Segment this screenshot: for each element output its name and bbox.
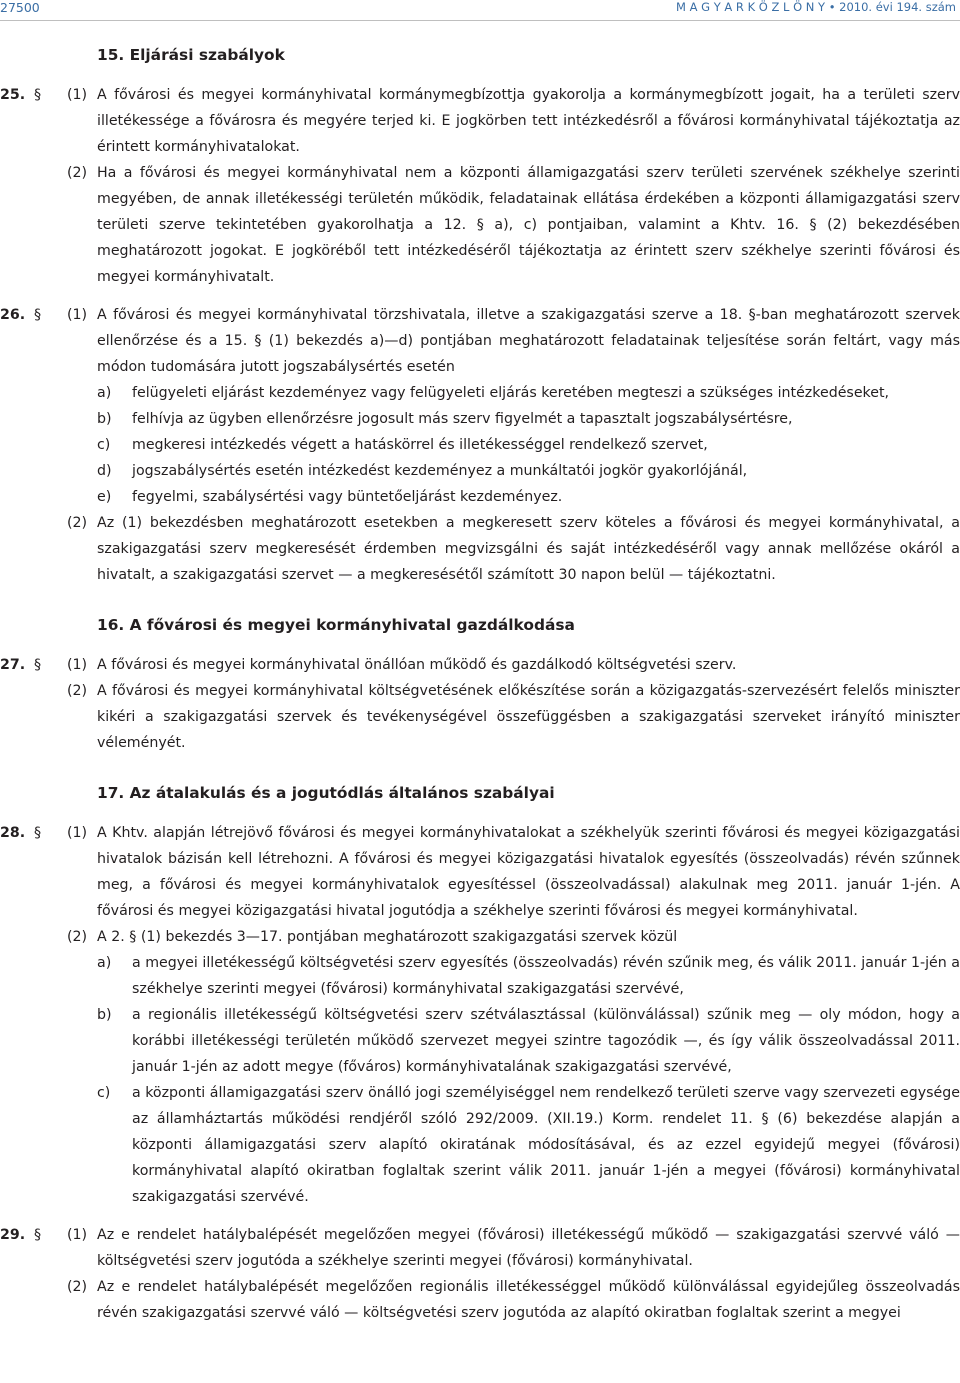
- subsection-number: (1): [67, 87, 88, 103]
- item-letter: c): [97, 1085, 111, 1101]
- paragraph-text: Az e rendelet hatálybalépését megelőzően megyei (fővárosi) illetékességű működő — szakigazgatási szervvé váló — költségvetési szerv jogutóda a székhelye szerinti megyei (fővárosi) kormányhivatal.: [97, 1227, 960, 1269]
- section-sign: §: [34, 87, 42, 103]
- section-number: 28.: [0, 825, 26, 841]
- section-sign: §: [34, 657, 42, 673]
- page-header: [0, 0, 960, 18]
- subsection-number: (2): [67, 165, 88, 181]
- section-sign: §: [34, 1227, 42, 1243]
- list-item: [0, 484, 960, 510]
- document-body: [0, 42, 960, 1326]
- paragraph: [0, 302, 960, 380]
- section-number: 25.: [0, 87, 26, 103]
- paragraph-text: Ha a fővárosi és megyei kormányhivatal nem a központi államigazgatási szerv területi szervének székhelye szerinti megyében, de annak illetékességi területén működik, feladatainak ellátása érdekében a központi államigazgatási szerv területi szerve tekintetében gyakorolhatja a 12. § a), c) pontjaiban, valamint a Khtv. 16. § (2) bekezdésében meghatározott jogokat. E jogköréből tett intézkedéséről tájékoztatja az érintett szerv székhelye szerinti fővárosi és megyei kormányhivatalt.: [97, 165, 960, 285]
- subsection-number: (2): [67, 515, 88, 531]
- paragraph: [0, 82, 960, 160]
- header-divider: [0, 20, 960, 21]
- list-item: [0, 1080, 960, 1210]
- section-sign: §: [34, 307, 42, 323]
- item-text: fegyelmi, szabálysértési vagy büntetőeljárást kezdeményez.: [132, 489, 563, 505]
- paragraph: [0, 924, 960, 950]
- list-item: [0, 406, 960, 432]
- section-number: 26.: [0, 307, 26, 323]
- item-text: megkeresi intézkedés végett a hatáskörrel és illetékességgel rendelkező szervet,: [132, 437, 708, 453]
- item-letter: c): [97, 437, 111, 453]
- item-letter: b): [97, 1007, 112, 1023]
- item-letter: d): [97, 463, 112, 479]
- paragraph-text: A 2. § (1) bekezdés 3—17. pontjában meghatározott szakigazgatási szervek közül: [97, 929, 678, 945]
- journal-title: M A G Y A R K Ö Z L Ö N Y • 2010. évi 194. szám: [676, 0, 956, 14]
- list-item: [0, 432, 960, 458]
- item-text: a központi államigazgatási szerv önálló jogi személyiséggel nem rendelkező területi szerve vagy szervezeti egysége az államháztartás működési rendjéről szóló 292/2009. (XII.19.) Korm. rendelet 11. § (6) bekezdése alapján a központi államigazgatási szerv alapító okiratának módosításával, és az ezzel egyidejű megyei (fővárosi) kormányhivatal alapító okiratban foglaltak szerint válik 2011. január 1-jén a megyei (fővárosi) kormányhivatal szakigazgatási szervévé.: [132, 1085, 960, 1205]
- subsection-number: (1): [67, 657, 88, 673]
- paragraph-text: A fővárosi és megyei kormányhivatal kormánymegbízottja gyakorolja a kormánymegbízott jogait, ha a területi szerv illetékessége a fővárosra és megyére terjed ki. E jogkörben tett intézkedésről a fővárosi kormányhivatal tájékoztatja az érintett kormányhivatalokat.: [97, 87, 960, 155]
- list-item: [0, 1002, 960, 1080]
- item-text: felügyeleti eljárást kezdeményez vagy felügyeleti eljárás keretében megteszi a szükséges intézkedéseket,: [132, 385, 890, 401]
- list-item: [0, 950, 960, 1002]
- section-sign: §: [34, 825, 42, 841]
- section-heading: 15. Eljárási szabályok: [97, 46, 285, 64]
- paragraph: [0, 652, 960, 678]
- paragraph: [0, 1222, 960, 1274]
- subsection-number: (2): [67, 683, 88, 699]
- paragraph: [0, 820, 960, 924]
- paragraph-text: Az e rendelet hatálybalépését megelőzően regionális illetékességgel működő különválással egyidejűleg összeolvadás révén szakigazgatási szervvé váló — költségvetési szerv jogutóda az alapító okiratban foglaltak szerint a megyei: [97, 1279, 960, 1321]
- subsection-number: (1): [67, 1227, 88, 1243]
- item-letter: b): [97, 411, 112, 427]
- paragraph: [0, 678, 960, 756]
- item-text: a regionális illetékességű költségvetési szerv szétválasztással (különválással) szűnik meg — oly módon, hogy a korábbi illetékességi területén működő szervezet megyei szintre tagozódik —, és így válik összeolvadással 2011. január 1-jén az adott megye (főváros) kormányhivatalának szakigazgatási szervévé,: [132, 1007, 960, 1075]
- paragraph-text: Az (1) bekezdésben meghatározott esetekben a megkeresett szerv köteles a fővárosi és megyei kormányhivatal, a szakigazgatási szerv megkeresését érdemben megvizsgálni és saját intézkedéséről vagy annak mellőzése okáról a hivatalt, a szakigazgatási szervet — a megkeresésétől számított 30 napon belül — tájékoztatni.: [97, 515, 960, 583]
- paragraph: [0, 160, 960, 290]
- page-number: 27500: [0, 0, 40, 15]
- paragraph: [0, 510, 960, 588]
- list-item: [0, 380, 960, 406]
- item-text: a megyei illetékességű költségvetési szerv egyesítés (összeolvadás) révén szűnik meg, és válik 2011. január 1-jén a székhelye szerinti megyei (fővárosi) kormányhivatal szakigazgatási szervévé,: [132, 955, 960, 997]
- section-heading: 16. A fővárosi és megyei kormányhivatal gazdálkodása: [97, 616, 575, 634]
- section-number: 27.: [0, 657, 26, 673]
- section-number: 29.: [0, 1227, 26, 1243]
- item-letter: a): [97, 385, 112, 401]
- paragraph-text: A fővárosi és megyei kormányhivatal költségvetésének előkészítése során a közigazgatás-szervezésért felelős miniszter kikéri a szakigazgatási szervek és tevékenységével összefüggésben a szakigazgatási szerveket irányító miniszter véleményét.: [97, 683, 960, 751]
- subsection-number: (2): [67, 929, 88, 945]
- item-text: jogszabálysértés esetén intézkedést kezdeményez a munkáltatói jogkör gyakorlójánál,: [132, 463, 748, 479]
- item-letter: a): [97, 955, 112, 971]
- paragraph-text: A Khtv. alapján létrejövő fővárosi és megyei kormányhivatalokat a székhelyük szerinti fővárosi és megyei közigazgatási hivatalok bázisán kell létrehozni. A fővárosi és megyei közigazgatási hivatalok egyesítés (összeolvadás) révén szűnnek meg, a fővárosi és megyei kormányhivatalok egyesítéssel (összeolvadással) alakulnak meg 2011. január 1-jén. A fővárosi és megyei közigazgatási hivatal jogutódja a székhelye szerinti fővárosi és megyei kormányhivatal.: [97, 825, 960, 919]
- paragraph-text: A fővárosi és megyei kormányhivatal önállóan működő és gazdálkodó költségvetési szerv.: [97, 657, 737, 673]
- item-letter: e): [97, 489, 112, 505]
- section-heading: 17. Az átalakulás és a jogutódlás általános szabályai: [97, 784, 555, 802]
- list-item: [0, 458, 960, 484]
- item-text: felhívja az ügyben ellenőrzésre jogosult más szerv figyelmét a tapasztalt jogszabálysértésre,: [132, 411, 793, 427]
- subsection-number: (1): [67, 307, 88, 323]
- paragraph: [0, 1274, 960, 1326]
- paragraph-text: A fővárosi és megyei kormányhivatal törzshivatala, illetve a szakigazgatási szerve a 18. §-ban meghatározott szervek ellenőrzése és a 15. § (1) bekezdés a)—d) pontjában meghatározott feladatainak teljesítése során feltárt, vagy más módon tudomására jutott jogszabálysértés esetén: [97, 307, 960, 375]
- subsection-number: (2): [67, 1279, 88, 1295]
- subsection-number: (1): [67, 825, 88, 841]
